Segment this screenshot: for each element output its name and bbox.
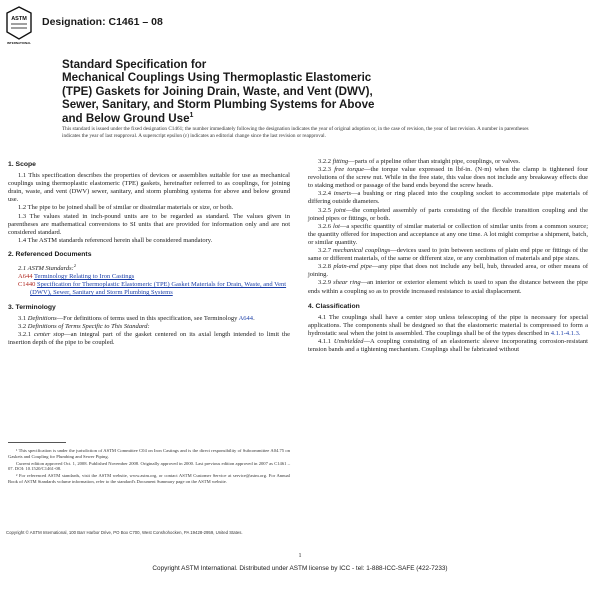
reference-code-link[interactable]: C1440 — [18, 281, 36, 289]
definition-paragraph: 3.2.4 inserts—a bushing or ring placed into the coupling socket to accommodate pipe materials of differing outside diameters. — [308, 190, 588, 206]
footnote: ² For referenced ASTM standards, visit the ASTM website, www.astm.org, or contact ASTM Customer Service at service@astm.org. For Annual Book of ASTM Standards volume information, refer to the standard's Document Summary page on the ASTM website. — [8, 473, 290, 484]
section-heading-classification: 4. Classification — [308, 302, 360, 310]
title-line: Standard Specification for — [62, 58, 207, 71]
definition-paragraph: 3.2.3 free torque—the torque value expressed in lbf-in. (N·m) when the clamp is tightened four revolutions of the screw nut. While in the free state, this value does not include any breakaway effects due to staking method or passage of the band ends beyond the screw heads. — [308, 166, 589, 190]
footnote: Current edition approved Oct. 1, 2008. Published November 2008. Originally approved in 2000. Last previous edition approved in 2007 as C1461 – 07. DOI: 10.1520/C1461-08. — [8, 460, 290, 472]
title-footnote-mark[interactable]: 1 — [189, 111, 194, 119]
footnote-divider — [8, 442, 66, 443]
classification-paragraph: 4.1 The couplings shall have a center stop unless telescoping of the pipe is necessary for special applications. The components shall be designed so that the elastomeric material is compressed to form a hydrostatic seal when the joint is assembled. The couplings shall be of the types described in 4.1.1-4.1.3. — [308, 313, 588, 337]
reference-entry — [8, 281, 290, 297]
title-line: and Below Ground Use — [62, 111, 190, 125]
definition-paragraph: 3.2.6 lot—a specific quantity of similar material or collection of similar units from a common source; the quantity offered for inspection and acceptance at any one time. A lot might comprise a shipment, batch, or similar quantity. — [308, 222, 589, 246]
definition-paragraph: 3.2.7 mechanical couplings—devices used to join between sections of plain end pipe or fittings of the same or different materials, of the same or different size, or any combination of materials and pipe sizes. — [308, 247, 588, 263]
reference-code-link[interactable]: A644 — [18, 273, 33, 281]
copyright-line: Copyright © ASTM International, 100 Barr Harbor Drive, PO Box C700, West Conshohocken, PA 19428-2959, United States. — [6, 530, 243, 535]
reference-entry — [8, 273, 290, 281]
definition-paragraph: 3.2.9 shear ring—an interior or exterior element which is used to span the distance between the pipe ends within a coupling so as to provide increased resistance to axial displacement. — [308, 279, 589, 295]
scope-paragraph: 1.4 The ASTM standards referenced herein shall be considered mandatory. — [18, 236, 213, 244]
terminology-paragraph: 3.2.1 center stop—an integral part of the gasket centered on its axial length intended to limit the insertion depth of the pipe to be coupled. — [8, 330, 291, 346]
reference-title-link[interactable]: Terminology Relating to Iron Castings — [33, 273, 135, 281]
terminology-link[interactable]: A644 — [238, 314, 254, 322]
license-line: Copyright ASTM International. Distributed under ASTM license by ICC - tel: 1-888-ICC-SAFE (422-7233) — [152, 565, 448, 572]
reference-title-link[interactable]: Specification for Thermoplastic Elastomeric (TPE) Gasket Materials for Drain, Waste, and Vent (DWV), Sewer, Sanitary and Storm Plumbing Systems — [30, 281, 287, 297]
definition-paragraph: 3.2.5 joint—the completed assembly of parts consisting of the flexible transition coupling and the joined pipes or fittings, or both. — [308, 206, 588, 222]
title-line: (TPE) Gaskets for Joining Drain, Waste, and Vent (DWV), — [62, 84, 373, 98]
section-heading-referenced: 2. Referenced Documents — [8, 250, 92, 258]
scope-paragraph: 1.1 This specification describes the properties of devices or assemblies suitable for use as mechanical couplings using thermoplastic elastomeric (TPE) gaskets, hereinafter referred to as couplings, for joining drain, waste, and vent (DWV) sewer, sanitary, and storm plumbing systems for above and below ground use. — [8, 172, 290, 204]
document-title — [62, 58, 542, 125]
definition-paragraph: 3.2.2 fitting—parts of a pipeline other than straight pipe, couplings, or valves. — [318, 158, 521, 165]
scope-paragraph: 1.3 The values stated in inch-pound units are to be regarded as standard. The values given in parentheses are mathematical conversions to SI units that are provided for information only and are not considered standard. — [8, 212, 290, 236]
terminology-paragraph: 3.2 Definitions of Terms Specific to This Standard: — [18, 322, 150, 330]
classification-paragraph: 4.1.1 Unshielded—A coupling consisting of an elastomeric sleeve incorporating corrosion-resistant tension bands and a tightening mechanism. Couplings shall be fabricated without — [308, 337, 588, 354]
left-column — [8, 158, 290, 347]
definition-paragraph: 3.2.8 plain-end pipe—any pipe that does not include any bell, hub, threaded area, or other means of joining. — [308, 263, 588, 279]
terminology-paragraph: 3.1 Definitions—For definitions of terms used in this specification, see Terminology A644. — [18, 314, 255, 322]
issued-note: This standard is issued under the fixed designation C1461; the number immediately following the designation indicates the year of original adoption or, in the case of revision, the year of last revision. A number in parentheses indicates the year of last reapproval. A superscript epsilon (ε) indicates an editorial change since the last revision or reapproval. — [62, 126, 529, 139]
footnotes — [8, 448, 290, 486]
logo-subtext: INTERNATIONAL — [6, 41, 32, 45]
designation: Designation: C1461 – 08 — [42, 16, 163, 28]
title-line: Mechanical Couplings Using Thermoplastic Elastomeric — [62, 71, 372, 85]
astm-standards-label: 2.1 ASTM Standards: — [18, 265, 74, 273]
logo-text: ASTM — [11, 16, 27, 22]
section-heading-scope: 1. Scope — [8, 161, 36, 168]
section-heading-terminology: 3. Terminology — [8, 303, 56, 311]
footnote-mark[interactable]: 2 — [73, 263, 77, 269]
footnote: ¹ This specification is under the jurisdiction of ASTM Committee C04 on Iron Castings and is the direct responsibility of Subcommittee A04.75 on Gaskets and Coupling for Plumbing and Sewer Piping. — [8, 448, 290, 459]
page-number: 1 — [298, 553, 302, 559]
title-line: Sewer, Sanitary, and Storm Plumbing Systems for Above — [62, 98, 375, 112]
scope-paragraph: 1.2 The pipe to be joined shall be of similar or dissimilar materials or size, or both. — [18, 204, 234, 212]
astm-logo-icon — [6, 6, 32, 46]
right-column — [308, 158, 588, 354]
classification-link[interactable]: 4.1.1-4.1.3. — [550, 329, 581, 337]
